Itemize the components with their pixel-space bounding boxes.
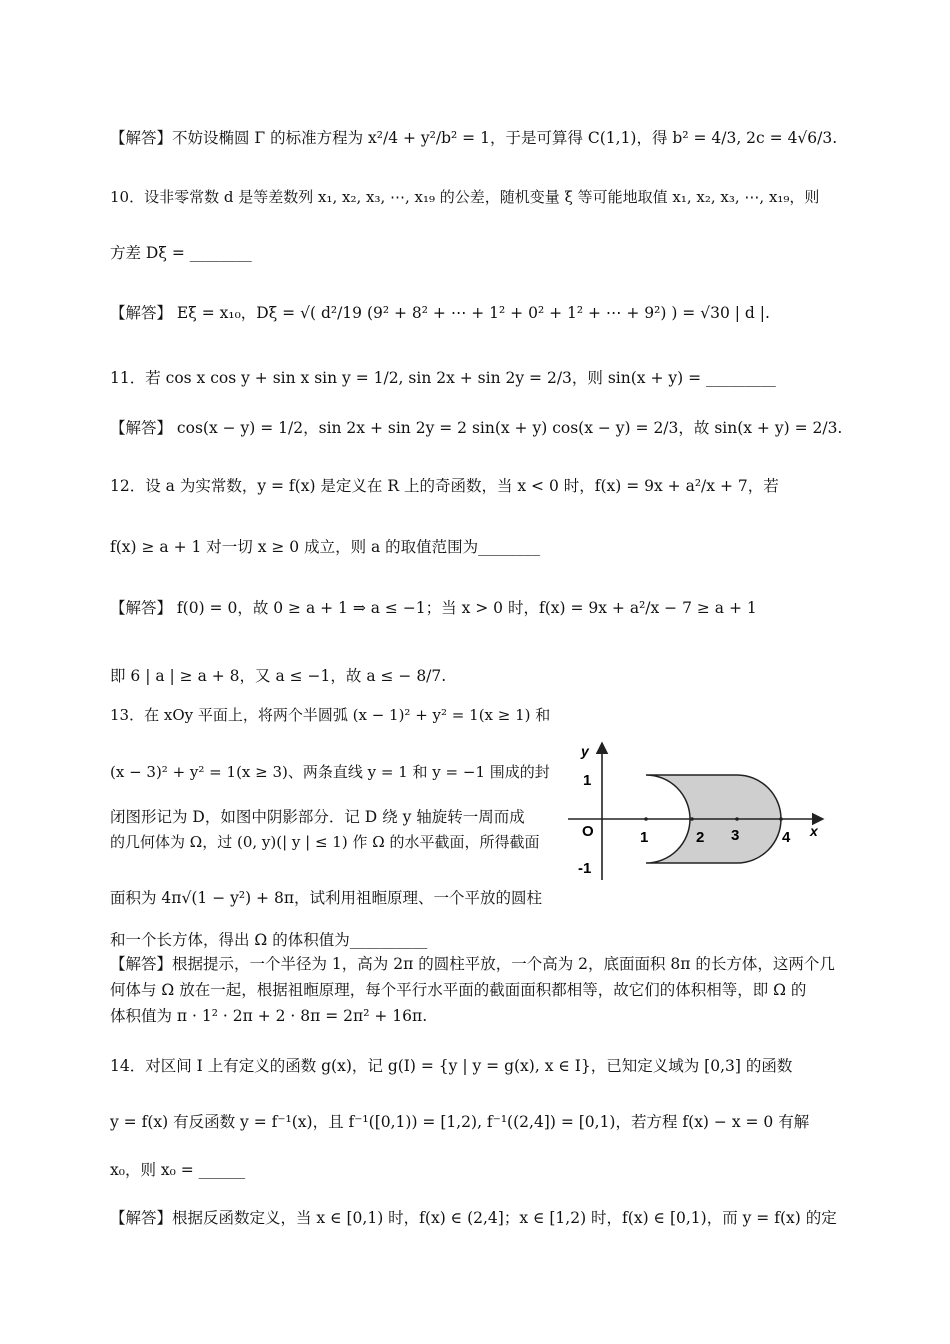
text-line: 即 6 | a | ≥ a + 8，又 a ≤ −1，故 a ≤ − 8/7. (110, 667, 447, 685)
text-line: 和一个长方体，得出 Ω 的体积值为__________ (110, 931, 428, 949)
text-line: 的几何体为 Ω，过 (0, y)(| y | ≤ 1) 作 Ω 的水平截面，所得截面 (110, 833, 540, 851)
text-line: 方差 Dξ = ________ (110, 244, 252, 262)
text-line: 何体与 Ω 放在一起，根据祖暅原理，每个平行水平面的截面面积都相等，故它们的体积相等，即 Ω 的 (110, 981, 807, 999)
text-line: 【解答】 f(0) = 0，故 0 ≥ a + 1 ⇒ a ≤ −1；当 x > 0 时，f(x) = 9x + a²/x − 7 ≥ a + 1 (110, 599, 757, 617)
y-axis-label: y (581, 743, 589, 759)
text-line: 面积为 4π√(1 − y²) + 8π，试利用祖暅原理、一个平放的圆柱 (110, 889, 543, 907)
text-line: f(x) ≥ a + 1 对一切 x ≥ 0 成立，则 a 的取值范围为________ (110, 538, 541, 556)
text-line: 【解答】不妨设椭圆 Γ 的标准方程为 x²/4 + y²/b² = 1，于是可算得 C(1,1)，得 b² = 4/3, 2c = 4√6/3. (110, 129, 838, 147)
tick-label-y1: 1 (583, 772, 592, 789)
text-line: 【解答】根据提示，一个半径为 1，高为 2π 的圆柱平放，一个高为 2，底面面积 8π 的长方体，这两个几 (110, 955, 835, 973)
text-line: (x − 3)² + y² = 1(x ≥ 3)、两条直线 y = 1 和 y = −1 围成的封 (110, 763, 550, 781)
region-figure (560, 738, 840, 888)
text-line: y = f(x) 有反函数 y = f⁻¹(x)，且 f⁻¹([0,1)) = [1,2), f⁻¹((2,4]) = [0,1)，若方程 f(x) − x = 0 有解 (110, 1113, 810, 1131)
text-line: 体积值为 π · 1² · 2π + 2 · 8π = 2π² + 16π. (110, 1007, 428, 1025)
text-line: 10．设非零常数 d 是等差数列 x₁, x₂, x₃, ⋯, x₁₉ 的公差，随机变量 ξ 等可能地取值 x₁, x₂, x₃, ⋯, x₁₉，则 (110, 188, 820, 206)
text-line: x₀，则 x₀ = ______ (110, 1161, 246, 1179)
tick-label-yneg1: -1 (578, 860, 592, 877)
tick-label-1: 1 (640, 829, 649, 846)
origin-label: O (582, 823, 594, 840)
tick-label-2: 2 (696, 829, 705, 846)
text-line: 闭图形记为 D，如图中阴影部分．记 D 绕 y 轴旋转一周而成 (110, 808, 525, 826)
text-line: 14．对区间 I 上有定义的函数 g(x)，记 g(I) = {y | y = g(x), x ∈ I}，已知定义域为 [0,3] 的函数 (110, 1057, 793, 1075)
text-line: 13．在 xOy 平面上，将两个半圆弧 (x − 1)² + y² = 1(x ≥ 1) 和 (110, 706, 551, 724)
tick-label-3: 3 (731, 827, 740, 844)
x-axis-label: x (810, 823, 818, 839)
text-line: 【解答】根据反函数定义，当 x ∈ [0,1) 时，f(x) ∈ (2,4]；x ∈ [1,2) 时，f(x) ∈ [0,1)，而 y = f(x) 的定 (110, 1209, 837, 1227)
text-line: 【解答】 Eξ = x₁₀，Dξ = √( d²/19 (9² + 8² + ⋯ + 1² + 0² + 1² + ⋯ + 9²) ) = √30 | d |. (110, 304, 770, 322)
tick-label-4: 4 (782, 829, 791, 846)
text-line: 【解答】 cos(x − y) = 1/2，sin 2x + sin 2y = 2 sin(x + y) cos(x − y) = 2/3，故 sin(x + y) = 2/3. (110, 419, 843, 437)
text-line: 11．若 cos x cos y + sin x sin y = 1/2, sin 2x + sin 2y = 2/3，则 sin(x + y) = _________ (110, 369, 776, 387)
text-line: 12．设 a 为实常数，y = f(x) 是定义在 R 上的奇函数，当 x < 0 时，f(x) = 9x + a²/x + 7，若 (110, 477, 779, 495)
